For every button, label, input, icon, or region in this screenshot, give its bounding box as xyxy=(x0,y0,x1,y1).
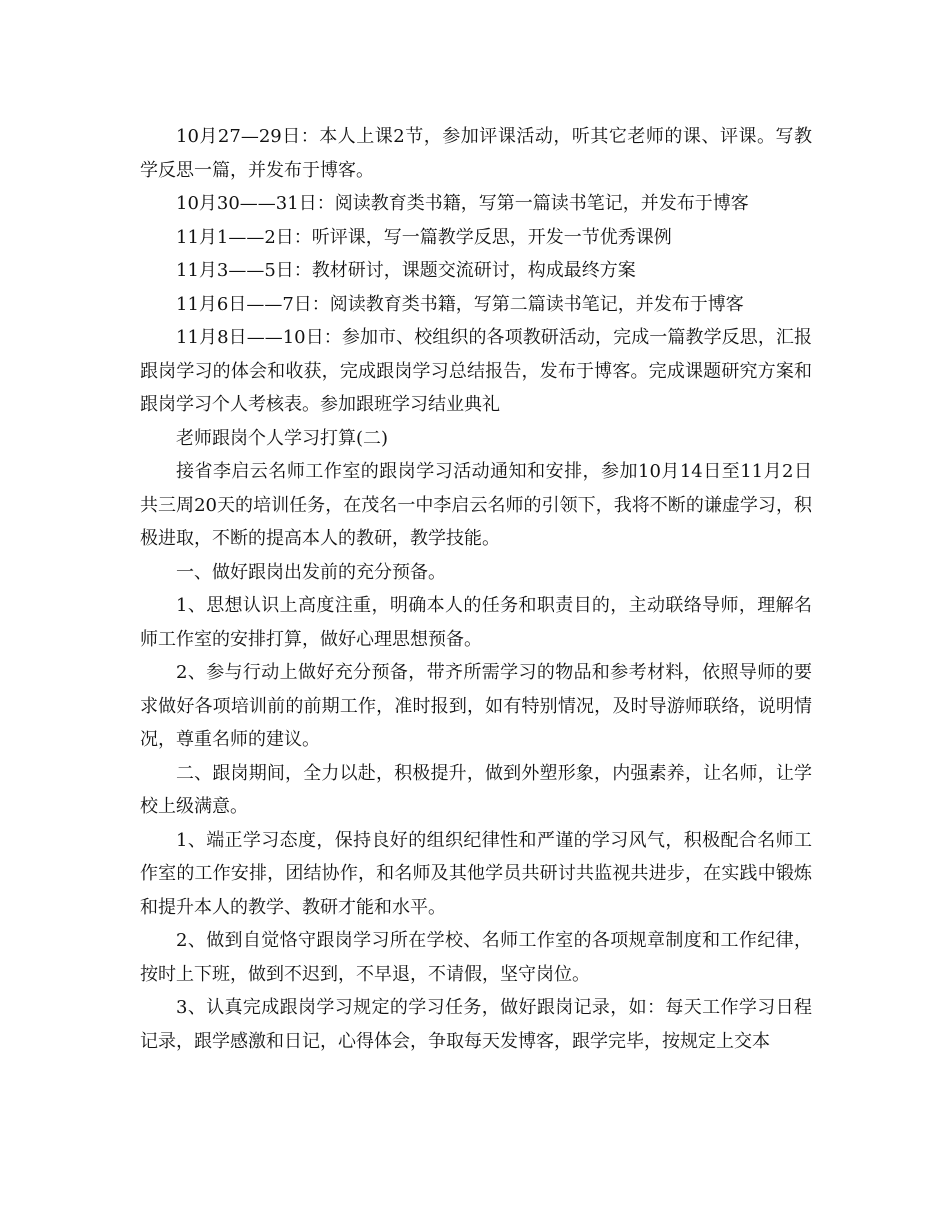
document-body xyxy=(140,120,812,1058)
paragraph: 11月3——5日：教材研讨，课题交流研讨，构成最终方案 xyxy=(176,260,636,281)
section-heading: 二、跟岗期间，全力以赴，积极提升，做到外塑形象，内强素养，让名师，让学校上级满意。 xyxy=(140,762,812,817)
paragraph: 2、做到自觉恪守跟岗学习所在学校、名师工作室的各项规章制度和工作纪律，按时上下班，做到不迟到，不早退，不请假，坚守岗位。 xyxy=(140,930,812,985)
paragraph: 10月27—29日：本人上课2节，参加评课活动，听其它老师的课、评课。写教学反思一篇，并发布于博客。 xyxy=(140,126,812,181)
paragraph: 11月6日——7日：阅读教育类书籍，写第二篇读书笔记，并发布于博客 xyxy=(176,293,744,315)
paragraph: 3、认真完成跟岗学习规定的学习任务，做好跟岗记录，如：每天工作学习日程记录，跟学感激和日记，心得体会，争取每天发博客，跟学完毕，按规定上交本 xyxy=(140,997,812,1052)
paragraph: 1、端正学习态度，保持良好的组织纪律性和严谨的学习风气，积极配合名师工作室的工作安排，团结协作，和名师及其他学员共研讨共监视共进步，在实践中锻炼和提升本人的教学、教研才能和水平。 xyxy=(140,829,812,918)
paragraph: 10月30——31日：阅读教育类书籍，写第一篇读书笔记，并发布于博客 xyxy=(176,193,749,214)
paragraph: 11月8日——10日：参加市、校组织的各项教研活动，完成一篇教学反思，汇报跟岗学习的体会和收获，完成跟岗学习总结报告，发布于博客。完成课题研究方案和跟岗学习个人考核表。参加跟班学习结业典礼 xyxy=(140,327,812,415)
paragraph: 11月1——2日：听评课，写一篇教学反思，开发一节优秀课例 xyxy=(176,226,672,248)
section-heading: 老师跟岗个人学习打算(二) xyxy=(176,427,389,449)
paragraph: 1、思想认识上高度注重，明确本人的任务和职责目的，主动联络导师，理解名师工作室的安排打算，做好心理思想预备。 xyxy=(140,595,812,650)
paragraph: 2、参与行动上做好充分预备，带齐所需学习的物品和参考材料，依照导师的要求做好各项培训前的前期工作，准时报到，如有特别情况，及时导游师联络，说明情况，尊重名师的建议。 xyxy=(140,662,812,750)
paragraph: 接省李启云名师工作室的跟岗学习活动通知和安排，参加10月14日至11月2日共三周20天的培训任务，在茂名一中李启云名师的引领下，我将不断的谦虚学习，积极进取，不断的提高本人的教研，教学技能。 xyxy=(140,461,812,549)
section-heading: 一、做好跟岗出发前的充分预备。 xyxy=(176,561,446,583)
